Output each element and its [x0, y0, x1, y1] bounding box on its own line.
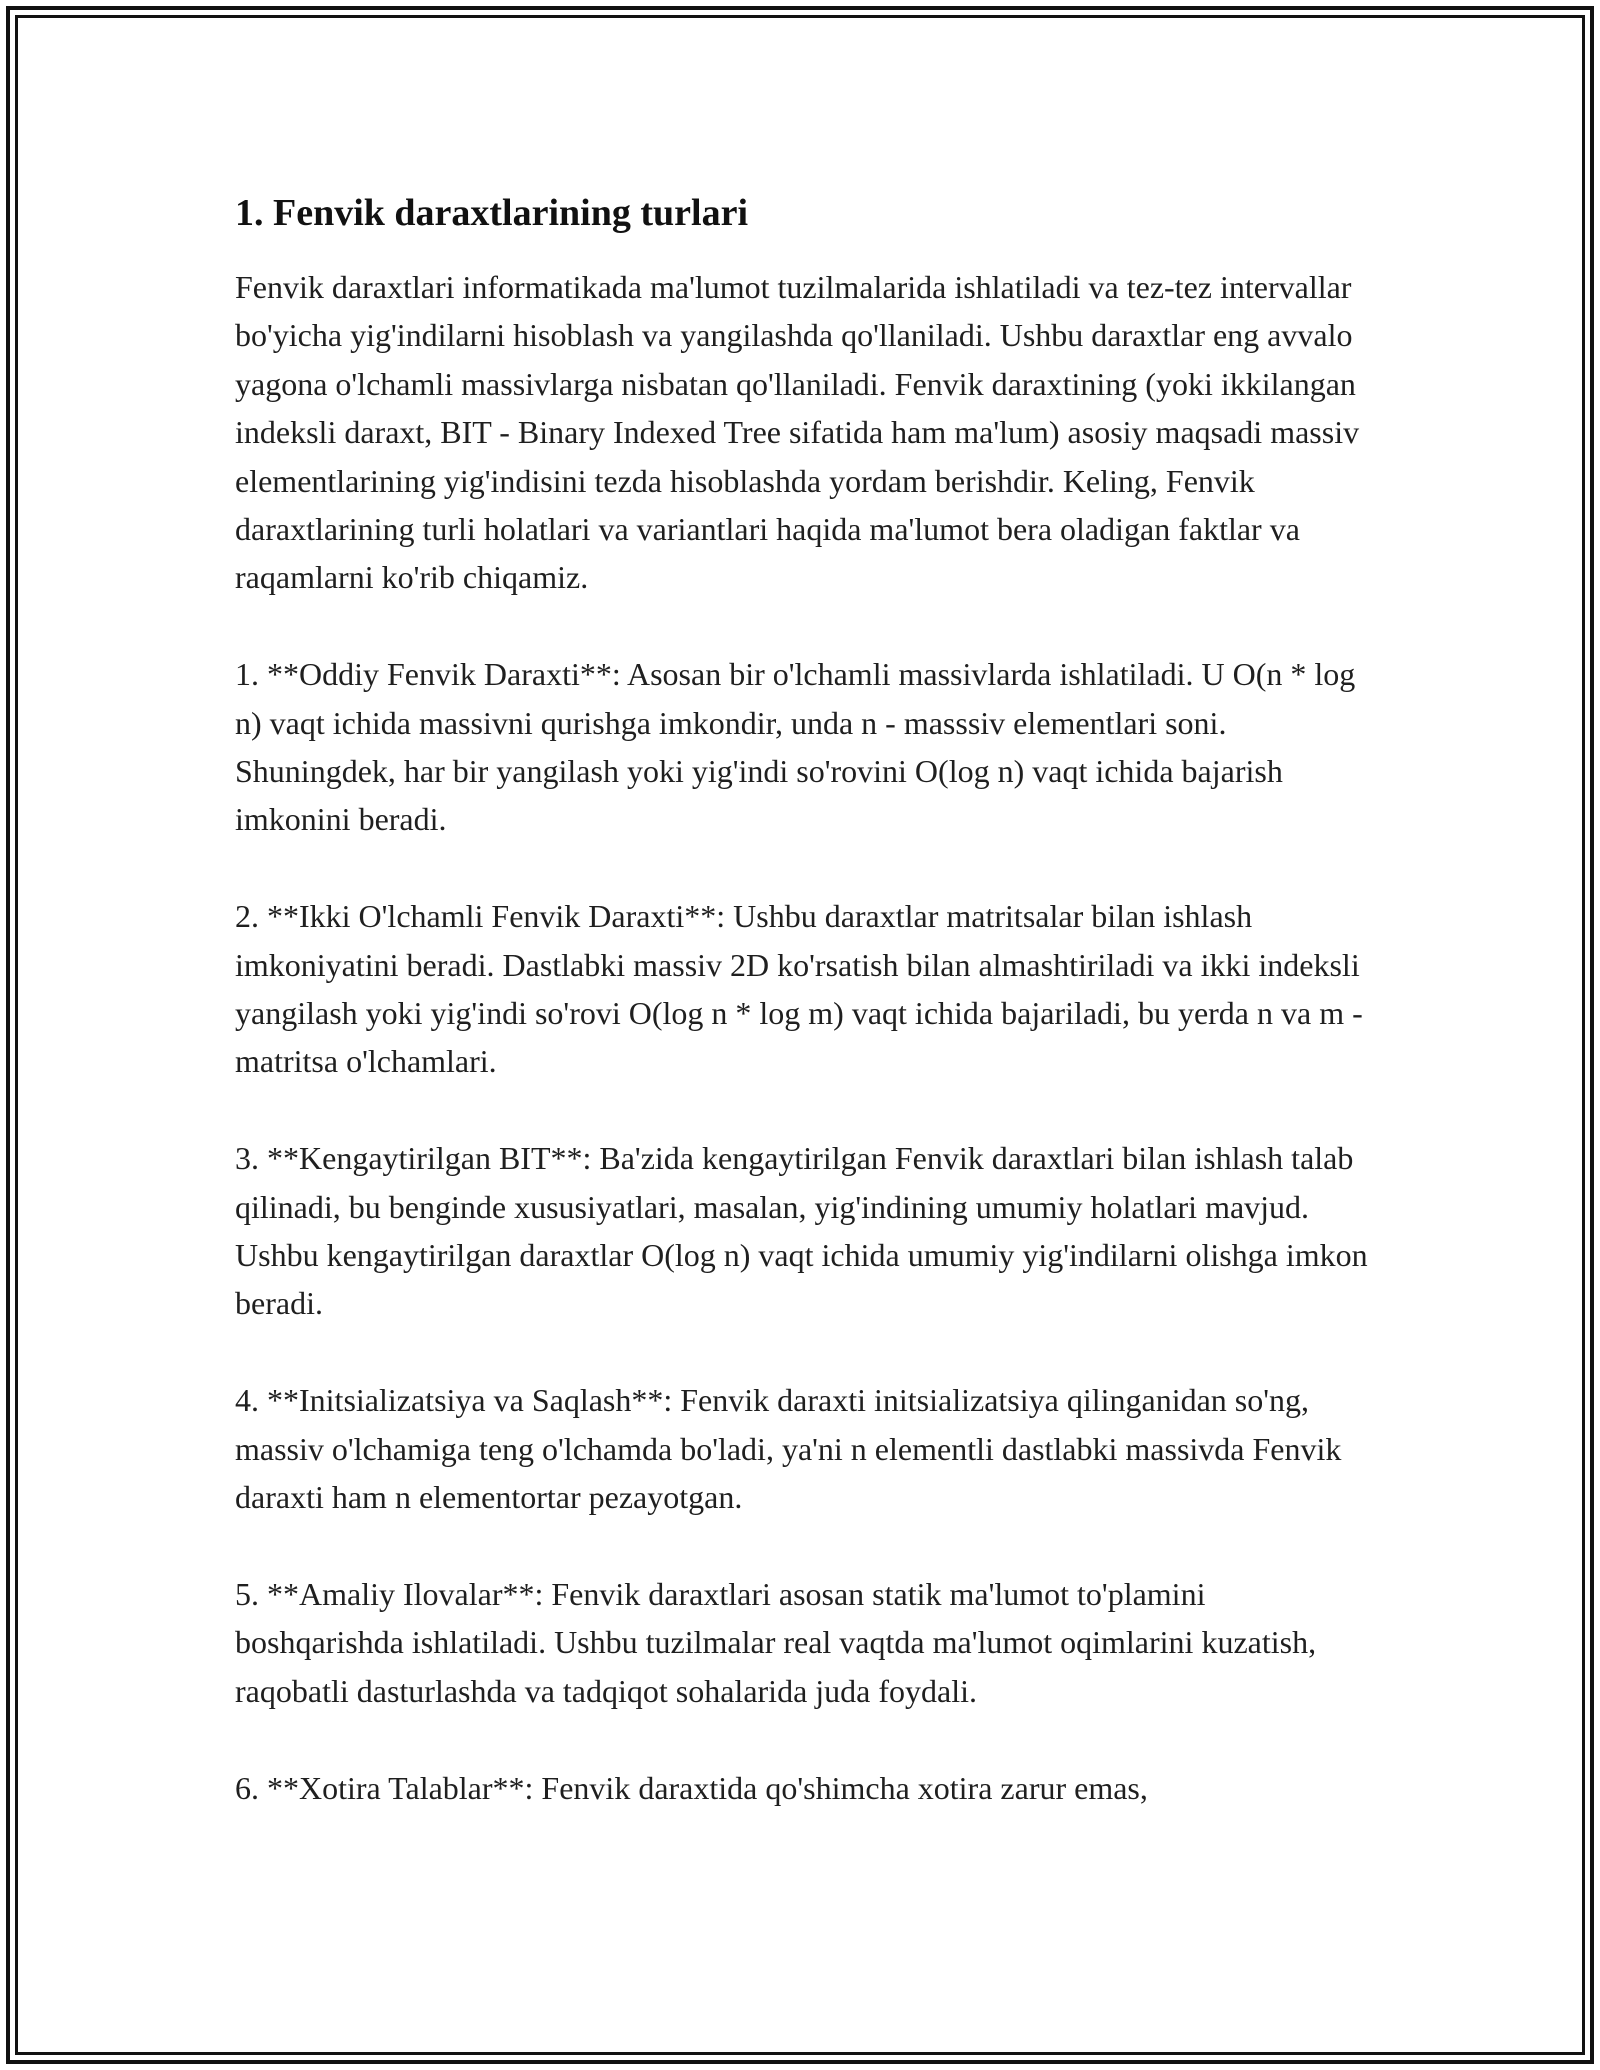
intro-paragraph: Fenvik daraxtlari informatikada ma'lumot tuzilmalarida ishlatiladi va tez-tez intervallar bo'yicha yig'indilarni hisoblash va yangilashda qo'llaniladi. Ushbu daraxtlar eng avvalo yagona o'lchamli massivlarga nisbatan qo'llaniladi. Fenvik daraxtining (yoki ikkilangan indeksli daraxt, BIT - Binary Indexed Tree sifatida ham ma'lum) asosiy maqsadi massiv elementlarining yig'indisini tezda hisoblashda yordam berishdir. Keling, Fenvik daraxtlarining turli holatlari va variantlari haqida ma'lumot bera oladigan faktlar va raqamlarni ko'rib chiqamiz. — [235, 269, 1360, 596]
list-item-paragraph: 1. **Oddiy Fenvik Daraxti**: Asosan bir o'lchamli massivlarda ishlatiladi. U O(n * log n) vaqt ichida massivni qurishga imkondir, unda n - masssiv elementlari soni. Shuningdek, har bir yangilash yoki yig'indi so'rovini O(log n) vaqt ichida bajarish imkonini beradi. — [235, 656, 1356, 838]
list-item-paragraph: 2. **Ikki O'lchamli Fenvik Daraxti**: Ushbu daraxtlar matritsalar bilan ishlash imkoniyatini beradi. Dastlabki massiv 2D ko'rsatish bilan almashtiriladi va ikki indeksli yangilash yoki yig'indi so'rovi O(log n * log m) vaqt ichida bajariladi, bu yerda n va m - matritsa o'lchamlari. — [235, 898, 1363, 1080]
list-item-paragraph: 5. **Amaliy Ilovalar**: Fenvik daraxtlari asosan statik ma'lumot to'plamini boshqarishda ishlatiladi. Ushbu tuzilmalar real vaqtda ma'lumot oqimlarini kuzatish, raqobatli dasturlashda va tadqiqot sohalarida juda foydali. — [235, 1575, 1317, 1709]
section-heading: 1. Fenvik daraxtlarining turlari — [235, 192, 748, 234]
list-item-paragraph: 4. **Initsializatsiya va Saqlash**: Fenvik daraxti initsializatsiya qilinganidan so'ng, massiv o'lchamiga teng o'lchamda bo'ladi, ya'ni n elementli dastlabki massivda Fenvik daraxti ham n elementortar pezayotgan. — [235, 1382, 1342, 1516]
list-item-paragraph: 6. **Xotira Talablar**: Fenvik daraxtida qo'shimcha xotira zarur emas, — [235, 1769, 1148, 1806]
document-body — [235, 185, 1375, 1860]
list-item-paragraph: 3. **Kengaytirilgan BIT**: Ba'zida kengaytirilgan Fenvik daraxtlari bilan ishlash talab qilinadi, bu benginde xususiyatlari, masalan, yig'indining umumiy holatlari mavjud. Ushbu kengaytirilgan daraxtlar O(log n) vaqt ichida umumiy yig'indilarni olishga imkon beradi. — [235, 1140, 1368, 1322]
